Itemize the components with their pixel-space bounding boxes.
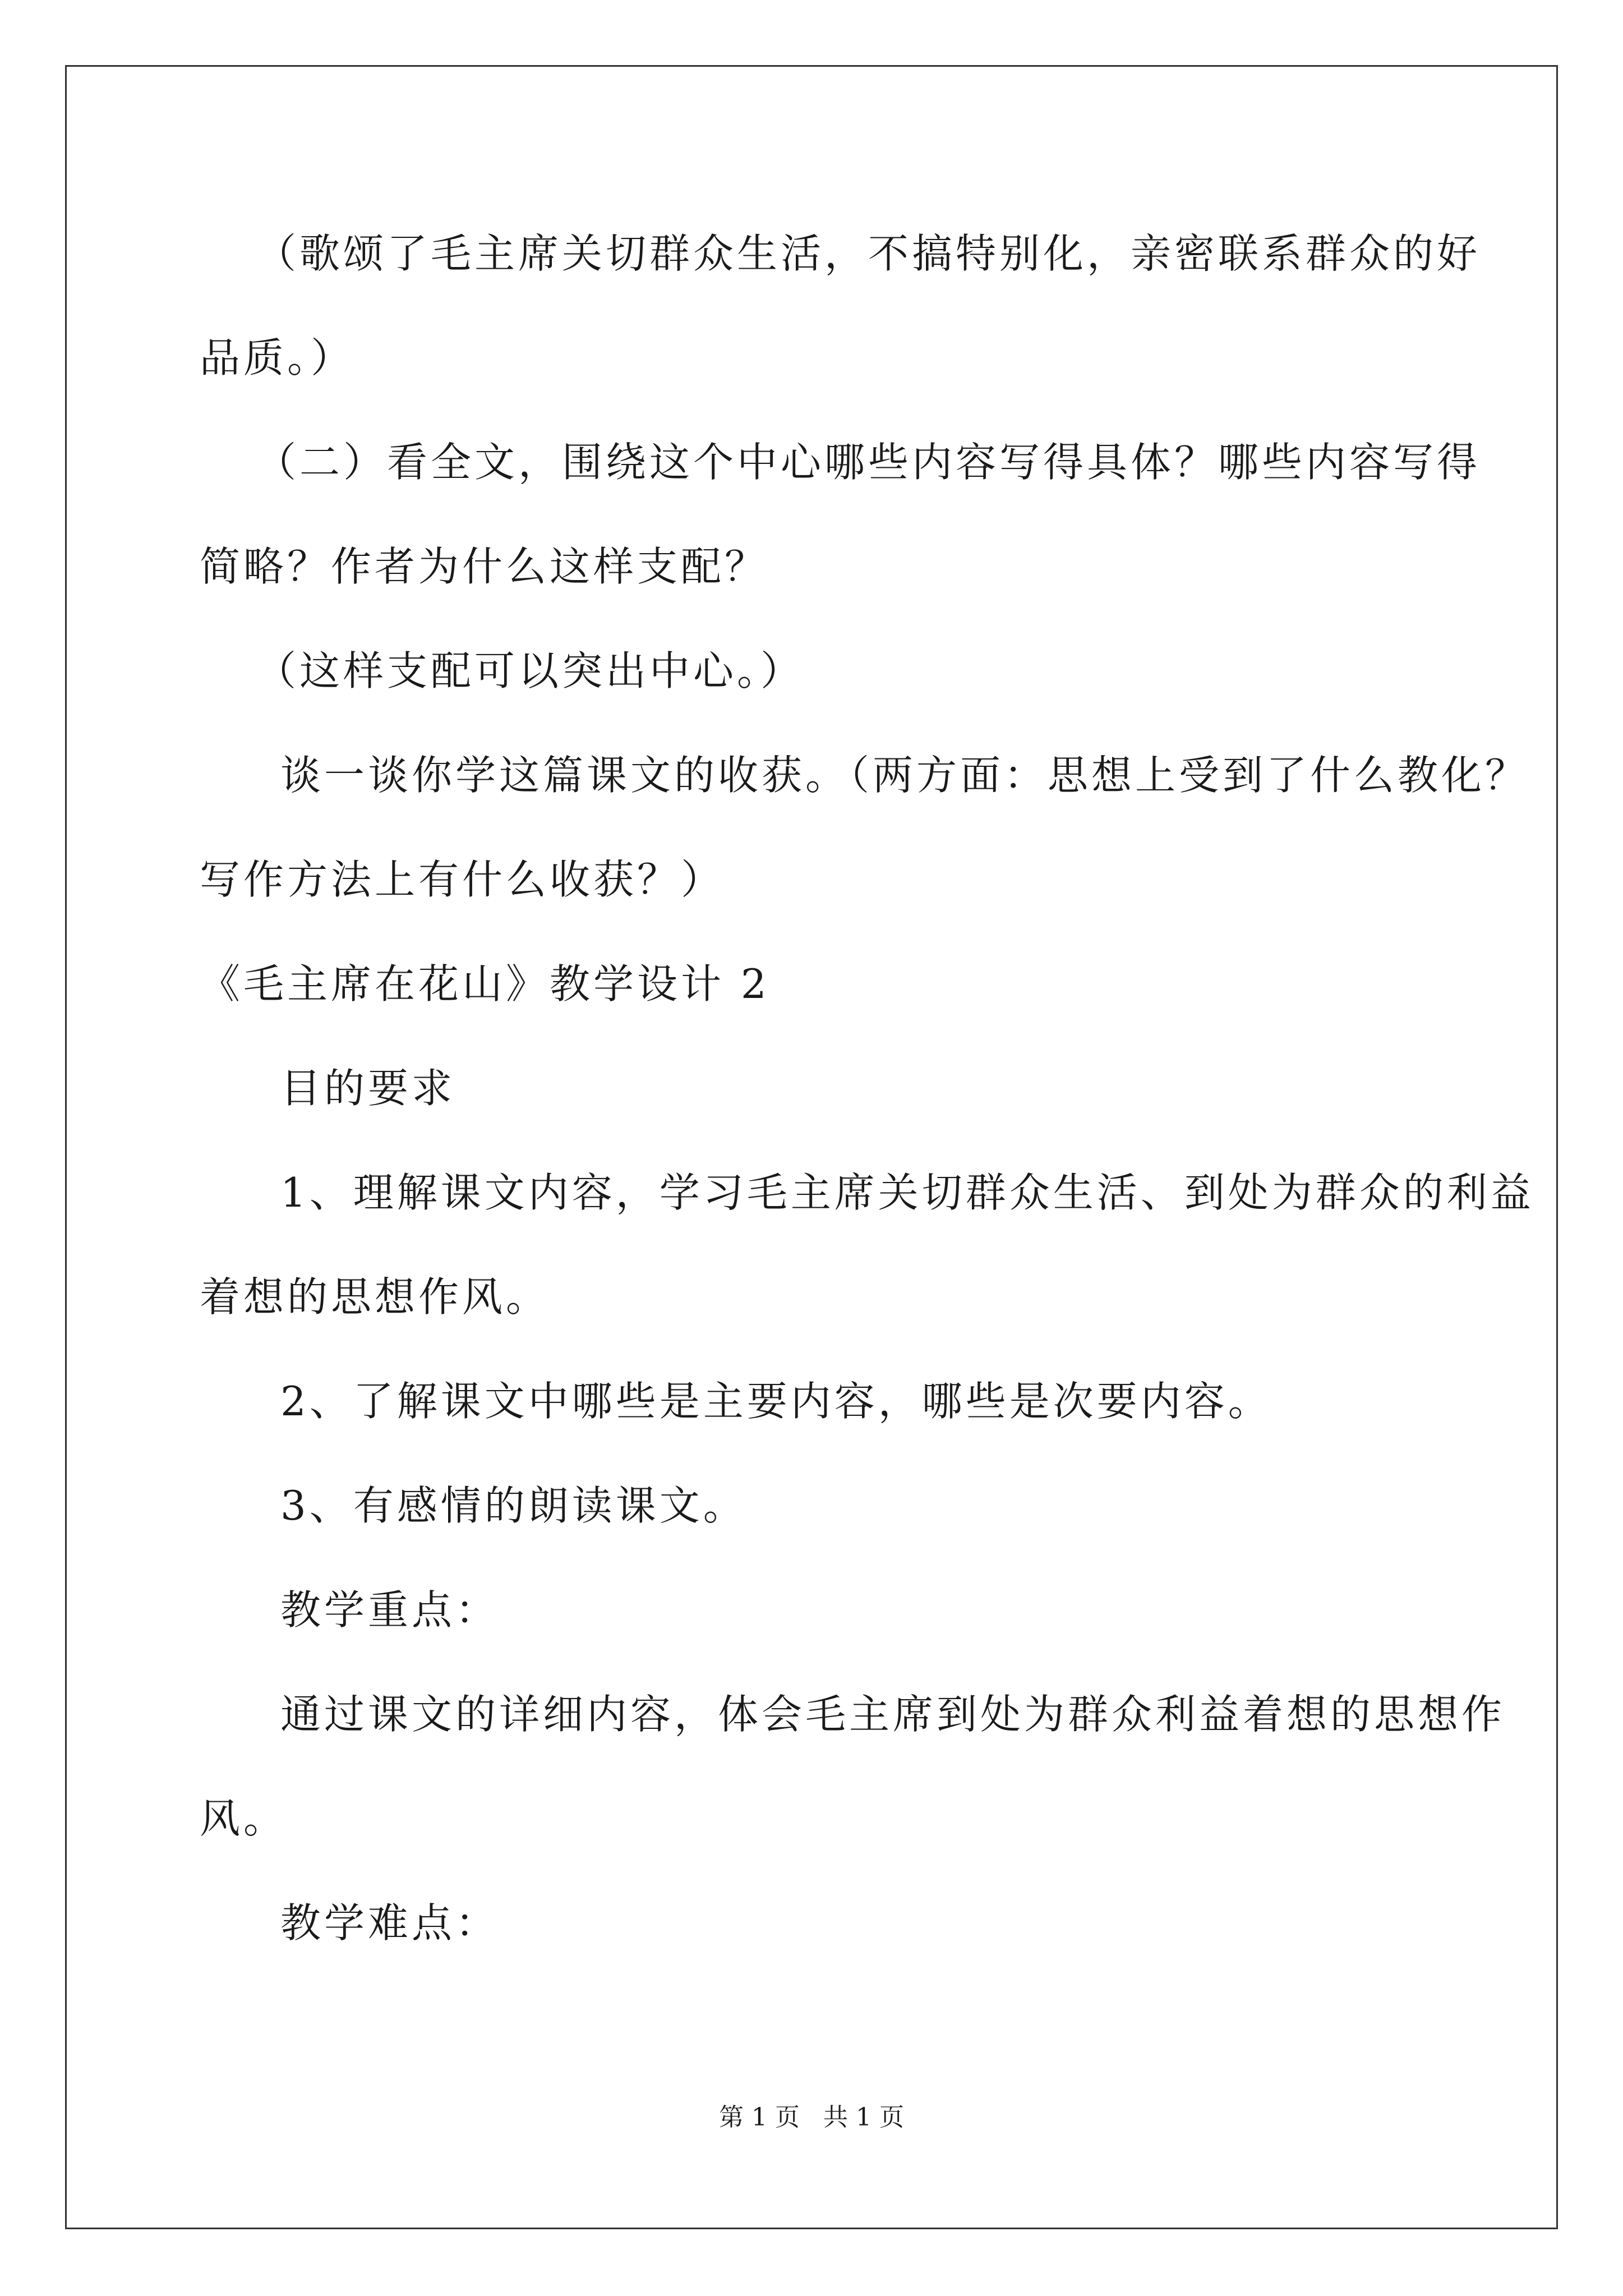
- text-line: （二）看全文，围绕这个中心哪些内容写得具体？哪些内容写得: [256, 439, 1481, 486]
- text-line: 风。: [200, 1795, 288, 1842]
- page-number-footer: 第 1 页 共 1 页: [719, 2103, 904, 2132]
- text-line: 品质。）: [200, 334, 355, 381]
- text-line: 通过课文的详细内容，体会毛主席到处为群众利益着想的思想作: [280, 1691, 1506, 1738]
- text-line: 写作方法上有什么收获？）: [200, 856, 725, 903]
- text-line: （歌颂了毛主席关切群众生活，不搞特别化，亲密联系群众的好: [256, 230, 1481, 277]
- text-line: 教学难点：: [280, 1899, 500, 1947]
- text-line: 1、理解课文内容，学习毛主席关切群众生活、到处为群众的利益: [280, 1169, 1534, 1216]
- text-line: 目的要求: [280, 1065, 456, 1112]
- text-line: 着想的思想作风。: [200, 1273, 550, 1320]
- text-line: 教学重点：: [280, 1586, 500, 1634]
- section-heading: 《毛主席在花山》教学设计 2: [200, 960, 770, 1007]
- text-line: （这样支配可以突出中心。）: [256, 647, 805, 694]
- text-line: 2、了解课文中哪些是主要内容，哪些是次要内容。: [280, 1378, 1272, 1425]
- text-line: 3、有感情的朗读课文。: [280, 1482, 747, 1529]
- text-line: 谈一谈你学这篇课文的收获。（两方面：思想上受到了什么教化？: [280, 752, 1529, 799]
- text-line: 简略？作者为什么这样支配？: [200, 543, 769, 590]
